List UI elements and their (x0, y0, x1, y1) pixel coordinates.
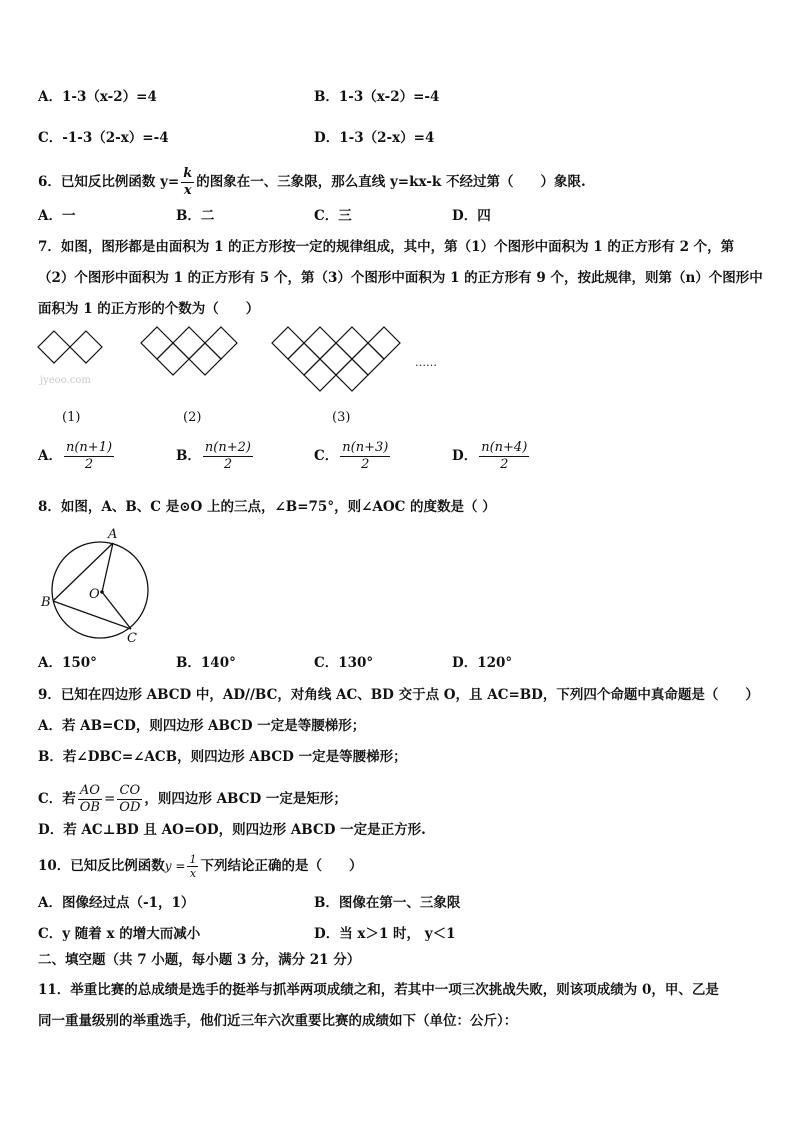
q10-option-c: C．y 随着 x 的增大而减小 (38, 926, 201, 942)
q7-a-num: n(n+1) (65, 440, 113, 455)
q8-option-a: A．150° (38, 655, 97, 671)
q5-option-a: A．1-3（x-2）=4 (38, 89, 157, 105)
q10-stem (38, 853, 362, 880)
q7-figure-1 (38, 330, 108, 370)
q6-option-c: C．三 (314, 208, 352, 224)
q9-stem: 9．已知在四边形 ABCD 中，AD//BC，对角线 AC、BD 交于点 O，且 AC=BD，下列四个命题中真命题是（ ） (38, 687, 759, 703)
q7-d-num: n(n+4) (481, 440, 528, 455)
q9-option-c-pre: C．若 (38, 791, 76, 807)
q6-stem-post: 的图象在一、三象限，那么直线 y=kx-k 不经过第（ ）象限. (196, 174, 586, 190)
section-fill-in-heading: 二、填空题（共 7 小题，每小题 3 分，满分 21 分） (38, 952, 361, 968)
q7-c-num: n(n+3) (342, 440, 389, 455)
q9-option-b: B．若∠DBC=∠ACB，则四边形 ABCD 一定是等腰梯形； (38, 749, 407, 765)
q7-option-b-fraction (203, 440, 253, 473)
q8-center-point (100, 590, 104, 594)
q11-stem-line1: 11．举重比赛的总成绩是选手的挺举与抓举两项成绩之和，若其中一项三次挑战失败，则该项成绩为 0，甲、乙是 (38, 982, 719, 998)
q7-option-d-fraction (479, 440, 529, 473)
q7-option-b-label: B． (176, 448, 201, 464)
q7-fig2-label: (2) (183, 410, 202, 425)
q5-option-b: B．1-3（x-2）=-4 (314, 89, 440, 105)
q7-figure-2 (141, 326, 251, 386)
q7-ellipsis: …… (415, 356, 437, 369)
q8-option-c: C．130° (314, 655, 374, 671)
q8-option-b: B．140° (176, 655, 236, 671)
q9-equals: = (103, 791, 116, 807)
q5-option-c: C．-1-3（2-x）=-4 (38, 130, 169, 146)
q9-option-d: D．若 AC⊥BD 且 AO=OD，则四边形 ABCD 一定是正方形. (38, 822, 426, 838)
q7-c-den: 2 (361, 457, 370, 472)
q7-option-c-label: C． (314, 448, 339, 464)
q7-option-a-label: A． (38, 448, 62, 464)
q6-option-d: D．四 (452, 208, 491, 224)
q8-segment-oa (102, 543, 113, 592)
q7-fig2-square (157, 343, 189, 375)
q10-fraction (187, 853, 198, 880)
q8-point-b: B (41, 595, 51, 610)
q8-point-a: A (108, 527, 118, 542)
q6-frac-den: x (183, 183, 192, 198)
q9-option-c-post: ，则四边形 ABCD 一定是矩形； (144, 791, 347, 807)
q8-point-c: C (127, 631, 137, 646)
q7-option-d (452, 440, 531, 473)
q7-option-c (314, 440, 392, 473)
q10-frac-num: 1 (189, 853, 197, 866)
q7-fig2-square (173, 327, 205, 359)
q8-point-o: O (89, 587, 100, 602)
q7-option-a (38, 440, 116, 473)
q11-stem-line2: 同一重量级别的举重选手，他们近三年六次重要比赛的成绩如下（单位：公斤）： (38, 1013, 518, 1029)
q7-fig3-square (320, 343, 352, 375)
q8-segment-ab (53, 543, 113, 601)
q7-fig3-square (272, 327, 304, 359)
q7-option-a-fraction (64, 440, 114, 473)
q9-f2-den: OD (119, 800, 141, 815)
q10-option-b: B．图像在第一、三象限 (314, 895, 461, 911)
q7-b-num: n(n+2) (204, 440, 251, 455)
q7-fig3-square (304, 359, 336, 391)
q10-frac-den: x (189, 867, 197, 880)
q9-fraction-ao-ob (78, 783, 102, 816)
q7-a-den: 2 (84, 457, 94, 472)
q7-fig3-label: (3) (332, 410, 351, 425)
q10-option-a: A．图像经过点（-1，1） (38, 895, 195, 911)
q9-f1-num: AO (78, 783, 102, 800)
q6-option-b: B．二 (176, 208, 215, 224)
q7-fig1-square (38, 331, 70, 363)
q9-f2-num: CO (117, 783, 142, 800)
q7-stem-line3: 面积为 1 的正方形的个数为（ ） (38, 301, 260, 317)
q7-fig3-square (336, 327, 368, 359)
q6-fraction (181, 166, 194, 199)
q9-fraction-co-od (117, 783, 142, 816)
q9-f1-den: OB (79, 800, 100, 815)
q7-fig1-label: (1) (62, 410, 81, 425)
q10-stem-post: 下列结论正确的是（ ） (200, 858, 363, 874)
q6-frac-num: k (183, 166, 193, 181)
q7-option-d-label: D． (452, 448, 478, 464)
q7-fig3-square (288, 343, 320, 375)
q8-option-d: D．120° (452, 655, 513, 671)
q7-fig2-square (205, 327, 237, 359)
q10-option-d: D．当 x＞1 时， y＜1 (314, 926, 456, 942)
q7-option-c-fraction (340, 440, 390, 473)
q7-fig3-square (368, 327, 400, 359)
q7-d-den: 2 (500, 457, 509, 472)
q7-b-den: 2 (223, 457, 233, 472)
q7-fig1-square (70, 331, 102, 363)
q8-stem: 8．如图，A、B、C 是⊙O 上的三点，∠B=75°，则∠AOC 的度数是（ ） (38, 499, 496, 515)
q6-option-a: A．一 (38, 208, 76, 224)
q7-fig3-square (336, 359, 368, 391)
q5-option-d: D．1-3（2-x）=4 (314, 130, 435, 146)
q7-option-b (176, 440, 255, 473)
q7-fig3-square (304, 327, 336, 359)
q7-figure-3 (272, 326, 412, 396)
q7-stem-line2: （2）个图形中面积为 1 的正方形有 5 个，第（3）个图形中面积为 1 的正方形有 9 个，按此规律，则第（n）个图形中 (38, 270, 763, 286)
q7-fig3-square (352, 343, 384, 375)
q6-stem (38, 166, 586, 199)
q7-watermark: jyeoo.com (40, 375, 91, 386)
q10-y-eq: y = (164, 859, 186, 873)
q10-stem-pre: 10．已知反比例函数 (38, 858, 165, 874)
q7-fig2-square (141, 327, 173, 359)
q7-stem-line1: 7．如图，图形都是由面积为 1 的正方形按一定的规律组成，其中，第（1）个图形中面积为 1 的正方形有 2 个，第 (38, 239, 735, 255)
q9-option-a: A．若 AB=CD，则四边形 ABCD 一定是等腰梯形； (38, 718, 366, 734)
q9-option-c (38, 783, 347, 816)
q6-stem-pre: 6．已知反比例函数 y= (38, 174, 180, 190)
q7-fig2-square (189, 343, 221, 375)
